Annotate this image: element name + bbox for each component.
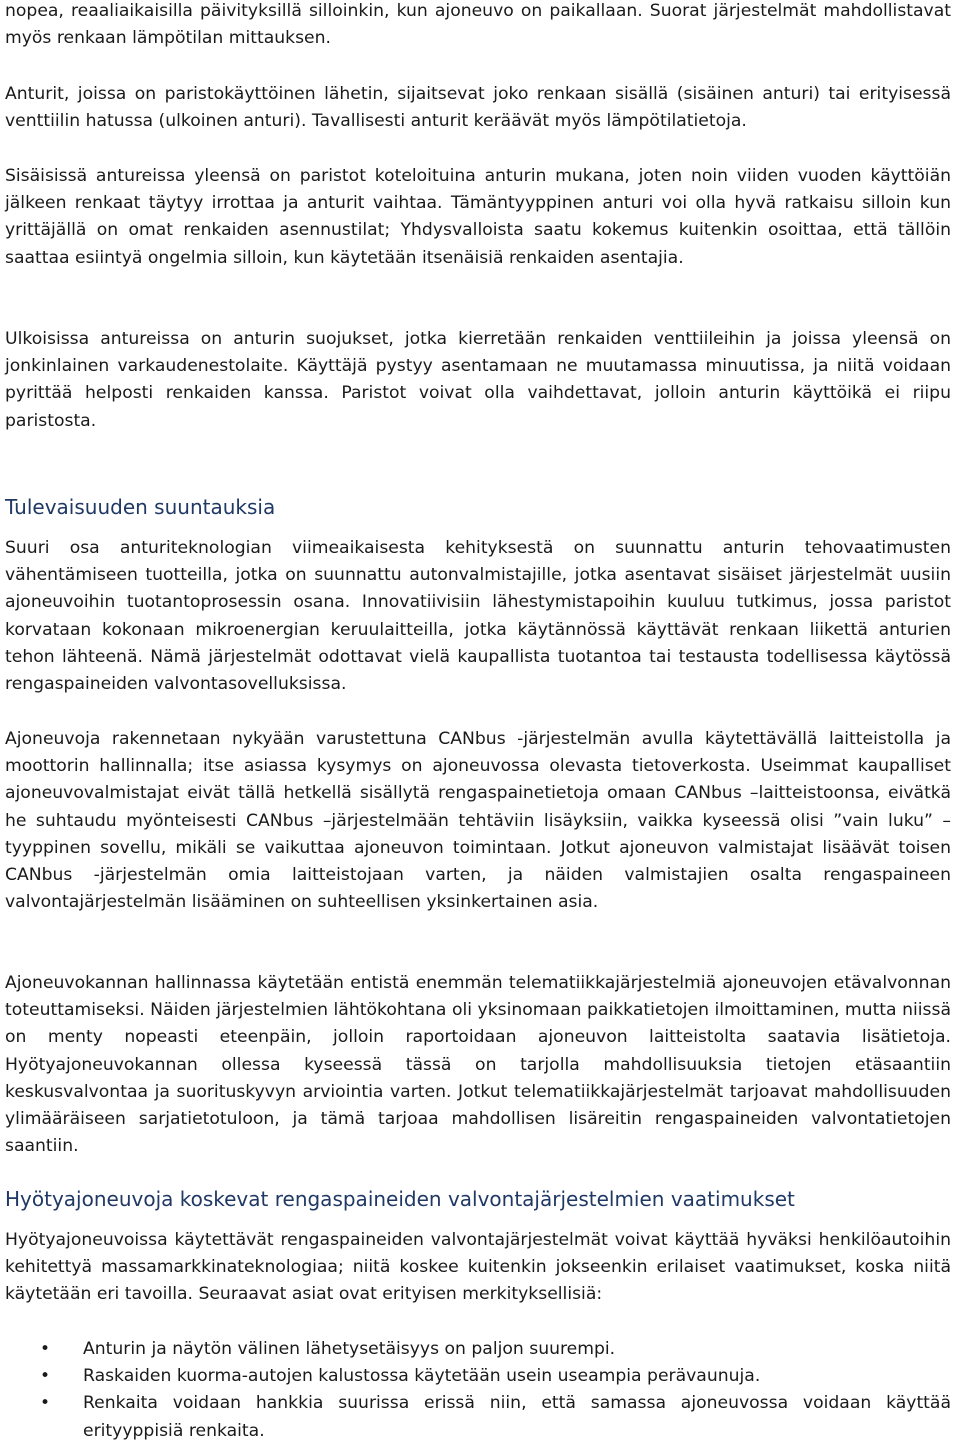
requirements-list xyxy=(5,1336,951,1445)
paragraph-6: Ajoneuvoja rakennetaan nykyään varustettuna CANbus -järjestelmän avulla käytettävällä laitteistolla ja moottorin hallinnalla; itse asiassa kysymys on ajoneuvossa olevasta tietoverkosta. Useimmat kaupalliset ajoneuvovalmistajat eivät tällä hetkellä sisällytä rengaspainetietoja omaan CANbus –laitteistoonsa, eivätkä he suhtaudu myönteisesti CANbus –järjestelmään tehtäviin lisäyksiin, vaikka kyseessä olisi ”vain luku” –tyyppinen sovellu, mikäli se vaikuttaa ajoneuvon toimintaan. Jotkut ajoneuvon valmistajat lisäävät toisen CANbus -järjestelmän omia laitteistojaan varten, ja näiden valmistajien osalta rengaspaineen valvontajärjestelmän lisääminen on suhteellisen yksinkertainen asia. xyxy=(5,729,951,913)
paragraph-5: Suuri osa anturiteknologian viimeaikaisesta kehityksestä on suunnattu anturin tehovaatimusten vähentämiseen tuotteilla, jotka on suunnattu autonvalmistajille, jotka asentavat sisäiset järjestelmät uusiin ajoneuvoihin tuotantoprosessin osana. Innovatiivisiin lähestymistapoihin kuuluu tutkimus, jossa paristot korvataan kokonaan mikroenergian keruulaitteilla, jotka käytännössä käyttävät renkaan liikettä anturien tehon lähteenä. Nämä järjestelmät odottavat vielä kaupallista tuotantoa tai testausta todellisessa käytössä rengaspaineiden valvontasovelluksissa. xyxy=(5,538,951,695)
section-heading-requirements: Hyötyajoneuvoja koskevat rengaspaineiden valvontajärjestelmien vaatimukset xyxy=(5,1187,795,1211)
list-item xyxy=(5,1336,951,1363)
bullet-icon: • xyxy=(40,1339,51,1359)
paragraph-7: Ajoneuvokannan hallinnassa käytetään entistä enemmän telematiikkajärjestelmiä ajoneuvojen etävalvonnan toteuttamiseksi. Näiden järjestelmien lähtökohtana oli yksinomaan paikkatietojen ilmoittaminen, mutta niissä on menty nopeasti eteenpäin, jolloin raportoidaan ajoneuvon laitteistolta saatavia lisätietoja. Hyötyajoneuvokannan ollessa kyseessä tässä on tarjolla mahdollisuuksia tietojen etäsaantiin keskusvalvontaa ja suorituskyvyn arviointia varten. Jotkut telematiikkajärjestelmät tarjoavat mahdollisuuden ylimääräiseen sarjatietotuloon, ja tämä tarjoaa mahdollisen lisäreitin rengaspaineiden valvontatietojen saantiin. xyxy=(5,973,951,1157)
bullet-icon: • xyxy=(40,1393,51,1414)
list-item xyxy=(5,1390,951,1444)
paragraph-1: nopea, reaaliaikaisilla päivityksillä silloinkin, kun ajoneuvo on paikallaan. Suorat järjestelmät mahdollistavat myös renkaan lämpötilan mittauksen. xyxy=(5,1,951,49)
list-item-text: Anturin ja näytön välinen lähetysetäisyys on paljon suurempi. xyxy=(83,1339,616,1359)
section-heading-future-trends: Tulevaisuuden suuntauksia xyxy=(5,495,276,519)
list-item-text: Renkaita voidaan hankkia suurissa erissä niin, että samassa ajoneuvossa voidaan käyttää erityyppisiä renkaita. xyxy=(83,1393,951,1441)
paragraph-3: Sisäisissä antureissa yleensä on paristot koteloituina anturin mukana, joten noin viiden vuoden käyttöiän jälkeen renkaat täytyy irrottaa ja anturit vaihtaa. Tämäntyyppinen anturi voi olla hyvä ratkaisu silloin kun yrittäjällä on omat renkaiden asennustilat; Yhdysvalloista saatu kokemus kuitenkin osoittaa, että tällöin saattaa esiintyä ongelmia silloin, kun käytetään itsenäisiä renkaiden asentajia. xyxy=(5,166,951,268)
paragraph-2: Anturit, joissa on paristokäyttöinen lähetin, sijaitsevat joko renkaan sisällä (sisäinen anturi) tai erityisessä venttiilin hatussa (ulkoinen anturi). Tavallisesti anturit keräävät myös lämpötilatietoja. xyxy=(5,84,951,132)
paragraph-4: Ulkoisissa antureissa on anturin suojukset, jotka kierretään renkaiden venttiileihin ja joissa yleensä on jonkinlainen varkaudenestolaite. Käyttäjä pystyy asentamaan ne muutamassa minuutissa, ja niitä voidaan pyrittää helposti renkaiden kanssa. Paristot voivat olla vaihdettavat, jolloin anturin käyttöikä ei riipu paristosta. xyxy=(5,329,951,431)
list-item-text: Raskaiden kuorma-autojen kalustossa käytetään usein useampia perävaunuja. xyxy=(83,1366,761,1387)
paragraph-8: Hyötyajoneuvoissa käytettävät rengaspaineiden valvontajärjestelmät voivat käyttää hyväksi henkilöautoihin kehitettyä massamarkkinateknologiaa; niitä koskee kuitenkin jokseenkin erilaiset vaatimukset, koska niitä käytetään eri tavoilla. Seuraavat asiat ovat erityisen merkityksellisiä: xyxy=(5,1230,951,1305)
list-item xyxy=(5,1363,951,1390)
bullet-icon: • xyxy=(40,1366,51,1387)
